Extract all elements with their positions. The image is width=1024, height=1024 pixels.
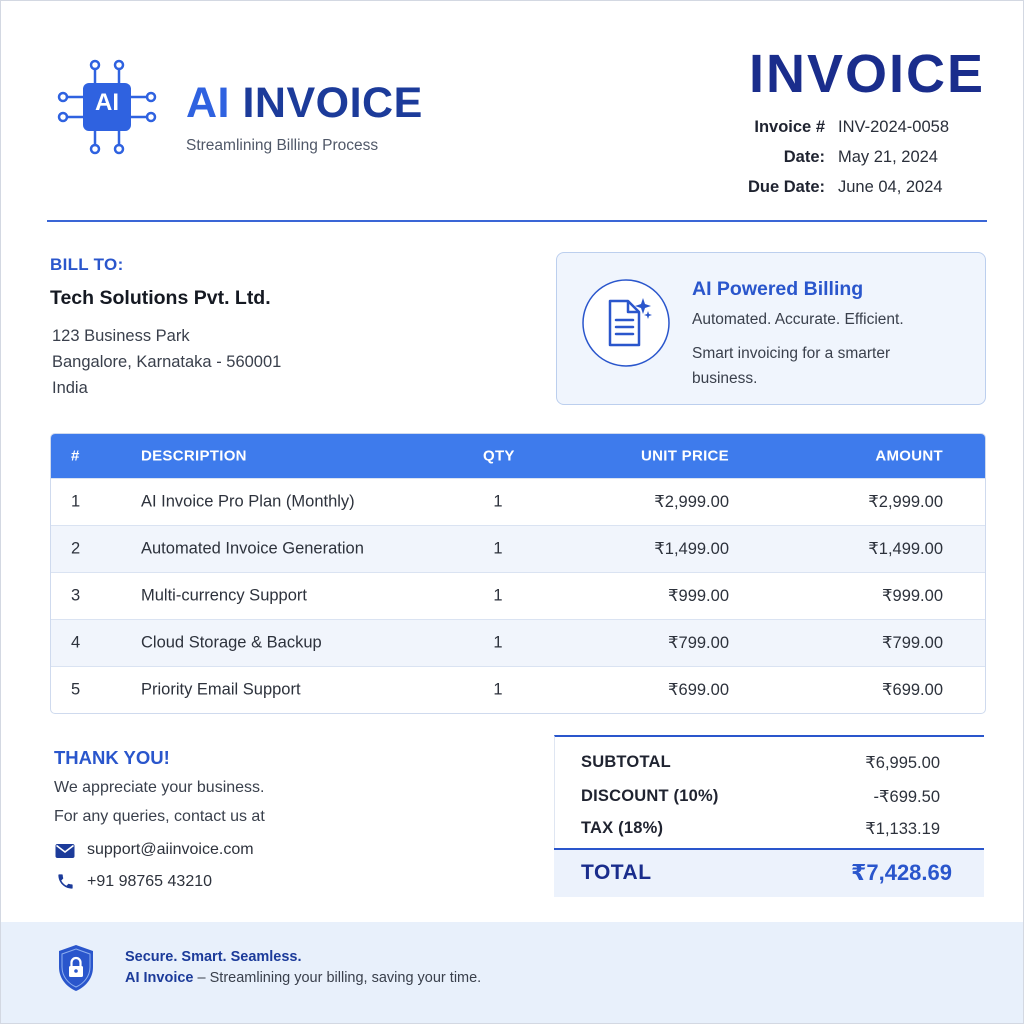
shield-lock-icon <box>56 943 96 993</box>
invoice-date: May 21, 2024 <box>838 148 938 166</box>
support-phone-link[interactable]: +91 98765 43210 <box>87 873 213 890</box>
header-description: DESCRIPTION <box>141 447 247 465</box>
row-num: 2 <box>71 539 81 558</box>
row-num: 5 <box>71 680 81 699</box>
invoice-number-label: Invoice # <box>754 118 825 136</box>
brand-title <box>186 79 423 128</box>
row-amount: ₹799.00 <box>882 634 943 652</box>
row-unit-price: ₹2,999.00 <box>654 493 729 511</box>
footer-slogan: Secure. Smart. Seamless. <box>125 949 302 965</box>
total-label: TOTAL <box>581 861 652 884</box>
header-num: # <box>71 447 80 465</box>
row-unit-price: ₹799.00 <box>668 634 729 652</box>
invoice-heading: INVOICE <box>748 44 985 104</box>
thank-you-title: THANK YOU! <box>54 747 170 768</box>
items-table <box>50 433 986 714</box>
row-description: Cloud Storage & Backup <box>141 633 322 652</box>
invoice-date-label: Date: <box>783 148 825 166</box>
row-amount: ₹699.00 <box>882 681 943 699</box>
invoice-number: INV-2024-0058 <box>838 118 949 136</box>
thank-you-message: We appreciate your business. <box>54 779 265 796</box>
contact-prompt: For any queries, contact us at <box>54 808 265 825</box>
row-num: 4 <box>71 633 81 652</box>
client-name: Tech Solutions Pvt. Ltd. <box>50 287 271 309</box>
row-description: Priority Email Support <box>141 680 301 699</box>
table-row <box>51 572 985 619</box>
tax-label: TAX (18%) <box>581 819 664 837</box>
footer-tagline-text: – Streamlining your billing, saving your time. <box>193 970 482 986</box>
row-amount: ₹2,999.00 <box>868 493 943 511</box>
phone-icon <box>56 872 75 891</box>
due-date-label: Due Date: <box>747 178 825 196</box>
table-row <box>51 478 985 525</box>
row-qty: 1 <box>493 680 503 699</box>
table-row <box>51 619 985 666</box>
ai-card-subtitle: Automated. Accurate. Efficient. <box>692 311 904 328</box>
discount-label: DISCOUNT (10%) <box>581 787 719 805</box>
address-line: India <box>52 379 88 397</box>
document-sparkle-icon <box>581 278 671 368</box>
table-row <box>51 666 985 713</box>
address-line: 123 Business Park <box>52 327 190 345</box>
header-amount: AMOUNT <box>875 447 943 465</box>
due-date: June 04, 2024 <box>838 178 943 196</box>
footer-brand: AI Invoice <box>125 970 194 986</box>
ai-card-description: Smart invoicing for a smarter business. <box>692 345 891 387</box>
row-description: Automated Invoice Generation <box>141 539 364 558</box>
table-row <box>51 525 985 572</box>
row-qty: 1 <box>493 633 503 652</box>
row-description: Multi-currency Support <box>141 586 307 605</box>
row-description: AI Invoice Pro Plan (Monthly) <box>141 492 355 511</box>
mail-icon <box>55 843 75 859</box>
row-num: 3 <box>71 586 81 605</box>
total-value: ₹7,428.69 <box>851 860 952 885</box>
logo-text: AI <box>95 89 119 116</box>
brand-tagline: Streamlining Billing Process <box>186 137 379 154</box>
row-unit-price: ₹1,499.00 <box>654 540 729 558</box>
support-email-link[interactable]: support@aiinvoice.com <box>87 841 254 858</box>
header-unit-price: UNIT PRICE <box>640 447 729 465</box>
table-header <box>51 434 985 478</box>
ai-card-title: AI Powered Billing <box>692 278 864 300</box>
row-qty: 1 <box>493 586 503 605</box>
discount-value: -₹699.50 <box>873 788 940 806</box>
bill-to-label: BILL TO: <box>50 255 124 274</box>
subtotal-value: ₹6,995.00 <box>865 754 940 772</box>
header-divider <box>47 220 987 222</box>
header-qty: QTY <box>483 447 515 465</box>
row-amount: ₹1,499.00 <box>868 540 943 558</box>
brand-word: INVOICE <box>242 79 423 127</box>
row-unit-price: ₹699.00 <box>668 681 729 699</box>
row-qty: 1 <box>493 539 503 558</box>
footer-tagline <box>125 970 481 986</box>
row-num: 1 <box>71 492 81 511</box>
row-qty: 1 <box>493 492 503 511</box>
row-amount: ₹999.00 <box>882 587 943 605</box>
tax-value: ₹1,133.19 <box>865 820 940 838</box>
subtotal-label: SUBTOTAL <box>581 753 671 771</box>
row-unit-price: ₹999.00 <box>668 587 729 605</box>
address-line: Bangalore, Karnataka - 560001 <box>52 353 282 371</box>
brand-ai: AI <box>186 79 230 127</box>
